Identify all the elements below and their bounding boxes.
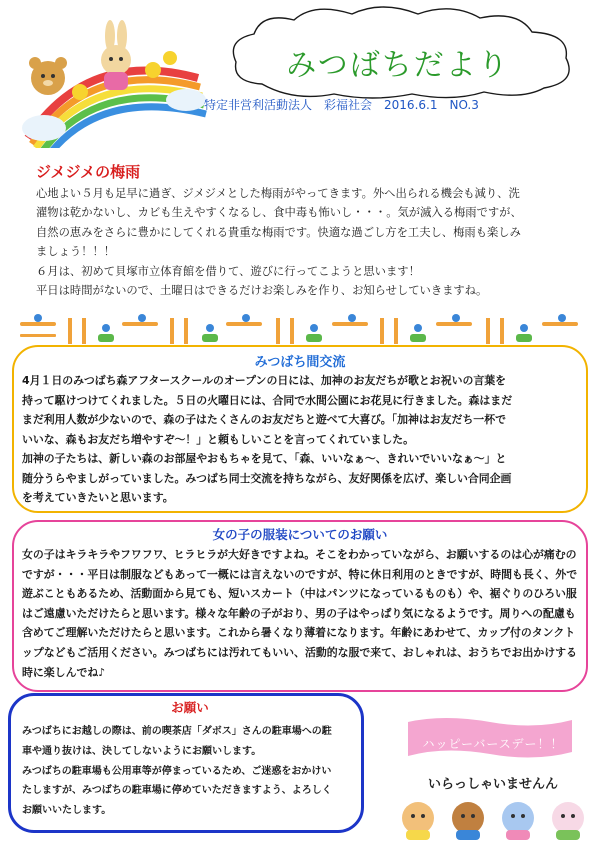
welcome-text: いらっしゃいませんん [427,777,558,792]
parking-request-heading: お願い [171,700,209,715]
issue-date: 2016.6.1 [384,98,438,112]
request-line: みつばちにお越しの際は、前の喫茶店「ダボス」さんの駐車場への駐 [22,726,332,737]
issue-number: NO.3 [449,98,479,112]
exchange-heading: みつばち間交流 [254,355,346,370]
org-name: 彩福社会 [324,98,373,112]
exchange-line: を考えていきたいと思います。 [22,491,174,504]
intro-heading: ジメジメの梅雨 [36,163,141,181]
header-info [204,96,491,113]
intro-line: ６月は、初めて貝塚市立体育館を借りて、遊びに行ってこようと思います！ [36,264,420,278]
intro-line: 心地よい５月も足早に過ぎ、ジメジメとした梅雨がやってきます。外へ出られる機会も減り、洗 [36,187,520,200]
animal-friends-illustration [396,792,596,842]
intro-line: 濯物は乾かないし、カビも生えやすくなるし、食中毒も怖いし・・・。気が滅入る梅雨ですが、 [36,206,522,220]
request-line: お願いいたします。 [22,805,112,817]
kids-playing-border [14,312,588,346]
exchange-line: いいな、森もお友だち増やすぞ～！」と頼もしいことを言ってくれていました。 [22,432,415,446]
request-line: 車や通り抜けは、決してしないようにお願いします。 [22,745,262,757]
intro-line: ましょう！！！ [36,245,116,259]
exchange-line: 加神の子たちは、新しい森のお部屋やおもちゃを見て、「森、いいなぁ～、きれいでいいなぁ～」と [22,452,507,465]
exchange-line: 4月１日のみつばち森アフタースクールのオープンの日には、加神のお友だちが歌とお祝いの言葉を [22,374,507,387]
clothing-request-heading: 女の子の服装についてのお願い [212,527,388,542]
request-line: たしますが、みつばちの駐車場に停めていただきますよう、よろしく [22,785,332,797]
birthday-banner-text: ハッピーバースデー！！ [422,737,564,751]
bears-rainbow-illustration [18,8,208,148]
clothing-request-body: 女の子はキラキラやフワフワ、ヒラヒラが大好きですよね。そこをわかっていながら、お願いするのは心が痛むのですが・・・平日は制服などもあって一概には言えないのですが、特に休日利用のときですが、時間も長く、外で遊ぶこともあるため、活動面から見ても、短いスカート（中はパンツになっているものも）や、裾ぐりのひろい服はご遠慮いただけたらと思います。様々な年齢の子がおり、男の子はやっぱり気になるようです。周りへの配慮も含めてご理解いただけたらと思います。これから暑くなり薄着になります。年齢にあわせて、カップ付のタンクトップなどもご活用ください。みつばちには汚れてもいい、活動的な服で来て、おしゃれは、おうちでお出かけする時に楽しんでね♪ [22,548,578,679]
request-line: みつばちの駐車場も公用車等が停まっているため、ご迷惑をおかけい [22,765,332,777]
newsletter-title: みつばちだより [286,48,510,83]
intro-body [36,184,570,300]
exchange-line: 随分うらやましがっていました。みつばち同士交流を持ちながら、友好関係を広げ、楽しい合同企画 [22,471,512,485]
org-type: 特定非営利活動法人 [204,98,313,112]
exchange-line: まだ利用人数が少ないので、森の子はたくさんのお友だちと遊べて大喜び。「加神はお友だち一杯で [22,413,506,426]
intro-line: 平日は時間がないので、土曜日はできるだけお楽しみを作り、お知らせしていきますね。 [36,284,488,298]
intro-line: 自然の恵みをさらに豊かにしてくれる貴重な梅雨です。快適な過ごし方を工夫し、梅雨も楽しみ [36,225,521,239]
exchange-body [22,371,582,508]
exchange-line: 持って駆けつけてくれました。５日の火曜日には、合同で水間公園にお花見に行きました。森はまだ [22,393,513,407]
parking-request-body [22,722,360,821]
